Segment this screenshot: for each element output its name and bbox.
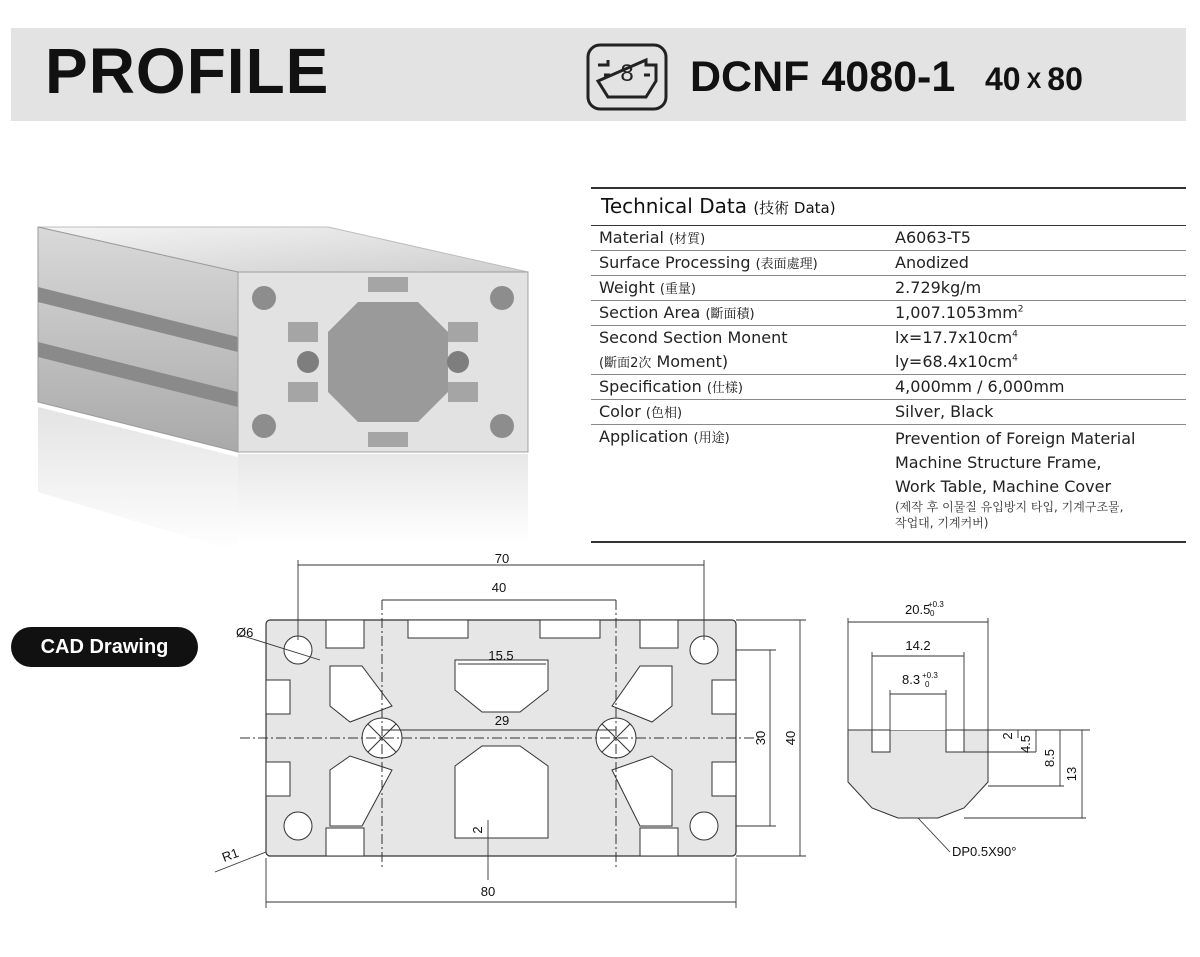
dim-30: 30 (753, 730, 768, 746)
slot-dim-8-3: 8.3 (902, 672, 921, 687)
row-value: 2.729kg/m (895, 278, 982, 297)
row-value: Work Table, Machine Cover (895, 477, 1112, 496)
slot-dim-8-5: 8.5 (1042, 748, 1057, 768)
row-key-sub: (色相) (645, 406, 683, 421)
technical-data-subtitle: (技術 Data) (753, 199, 836, 217)
row-key: Moment) (656, 352, 729, 371)
slot-dim-14-2: 14.2 (905, 638, 931, 653)
row-key-sub: (重量) (659, 282, 696, 297)
slot-tol-up-2: +0.3 (922, 671, 938, 680)
row-key: Section Area (599, 303, 701, 322)
slot-tol-dn: 0 (930, 609, 935, 618)
product-code: DCNF 4080-1 (690, 53, 956, 101)
profile-cross-section (240, 600, 760, 868)
row-value: 4,000mm / 6,000mm (895, 377, 1065, 396)
row-key: Material (599, 228, 664, 247)
row-key-sub: (用途) (693, 431, 730, 446)
dim-2: 2 (470, 826, 485, 834)
row-value: Machine Structure Frame, (895, 453, 1102, 472)
slot-dim-4-5: 4.5 (1018, 734, 1033, 754)
size-x: X (1026, 68, 1042, 93)
row-value: Silver, Black (895, 402, 994, 421)
row-value: Anodized (895, 253, 969, 272)
slot-tol-dn-2: 0 (925, 680, 930, 689)
row-key: Specification (599, 377, 702, 396)
dim-r1: R1 (219, 845, 241, 865)
technical-data-title: Technical Data (601, 194, 747, 218)
dim-40-side: 40 (783, 730, 798, 746)
row-key-sub: (材質) (669, 232, 706, 247)
size-a: 40 (985, 61, 1021, 97)
slot-dp-note: DP0.5X90° (952, 844, 1017, 859)
row-value: Prevention of Foreign Material (895, 429, 1136, 448)
dim-phi-6: Ø6 (236, 625, 254, 640)
row-value-sup: 4 (1012, 353, 1018, 364)
row-value: lx=17.7x10cm (895, 328, 1013, 347)
row-value-note-line: (제작 후 이물질 유입방지 타입, 기계구조물, (895, 500, 1124, 514)
slot-detail (848, 600, 1090, 859)
cad-drawing-label: CAD Drawing (11, 627, 198, 667)
row-value-sup: 2 (1017, 304, 1024, 315)
dim-40-top: 40 (491, 580, 507, 595)
logo-glyph: 8 (620, 60, 634, 87)
row-value: A6063-T5 (895, 228, 971, 247)
slot-dim-20-5: 20.5 (905, 602, 931, 617)
slot-dim-2: 2 (1000, 732, 1015, 740)
row-key: Application (599, 427, 689, 446)
slot-tol-up: +0.3 (928, 600, 944, 609)
row-value-note-line: 작업대, 기계커버) (895, 516, 989, 530)
row-key: Surface Processing (599, 253, 751, 272)
row-key: Second Section Monent (599, 328, 788, 347)
slot-dim-13: 13 (1064, 766, 1079, 782)
row-key-sub: (斷面2次 (599, 356, 652, 371)
row-key: Color (599, 402, 641, 421)
size-b: 80 (1047, 61, 1083, 97)
dim-15-5: 15.5 (488, 648, 514, 663)
dim-29: 29 (494, 713, 510, 728)
row-key-sub: (斷面積) (705, 307, 755, 322)
row-key: Weight (599, 278, 655, 297)
dim-80: 80 (480, 884, 496, 899)
row-value-sup: 4 (1012, 329, 1018, 340)
row-value: ly=68.4x10cm (895, 352, 1013, 371)
row-key-sub: (仕樣) (706, 381, 743, 396)
row-key-sub: (表面處理) (755, 257, 818, 272)
row-value: 1,007.1053mm (895, 303, 1018, 322)
dim-70: 70 (494, 551, 510, 566)
page-title: PROFILE (45, 35, 330, 107)
